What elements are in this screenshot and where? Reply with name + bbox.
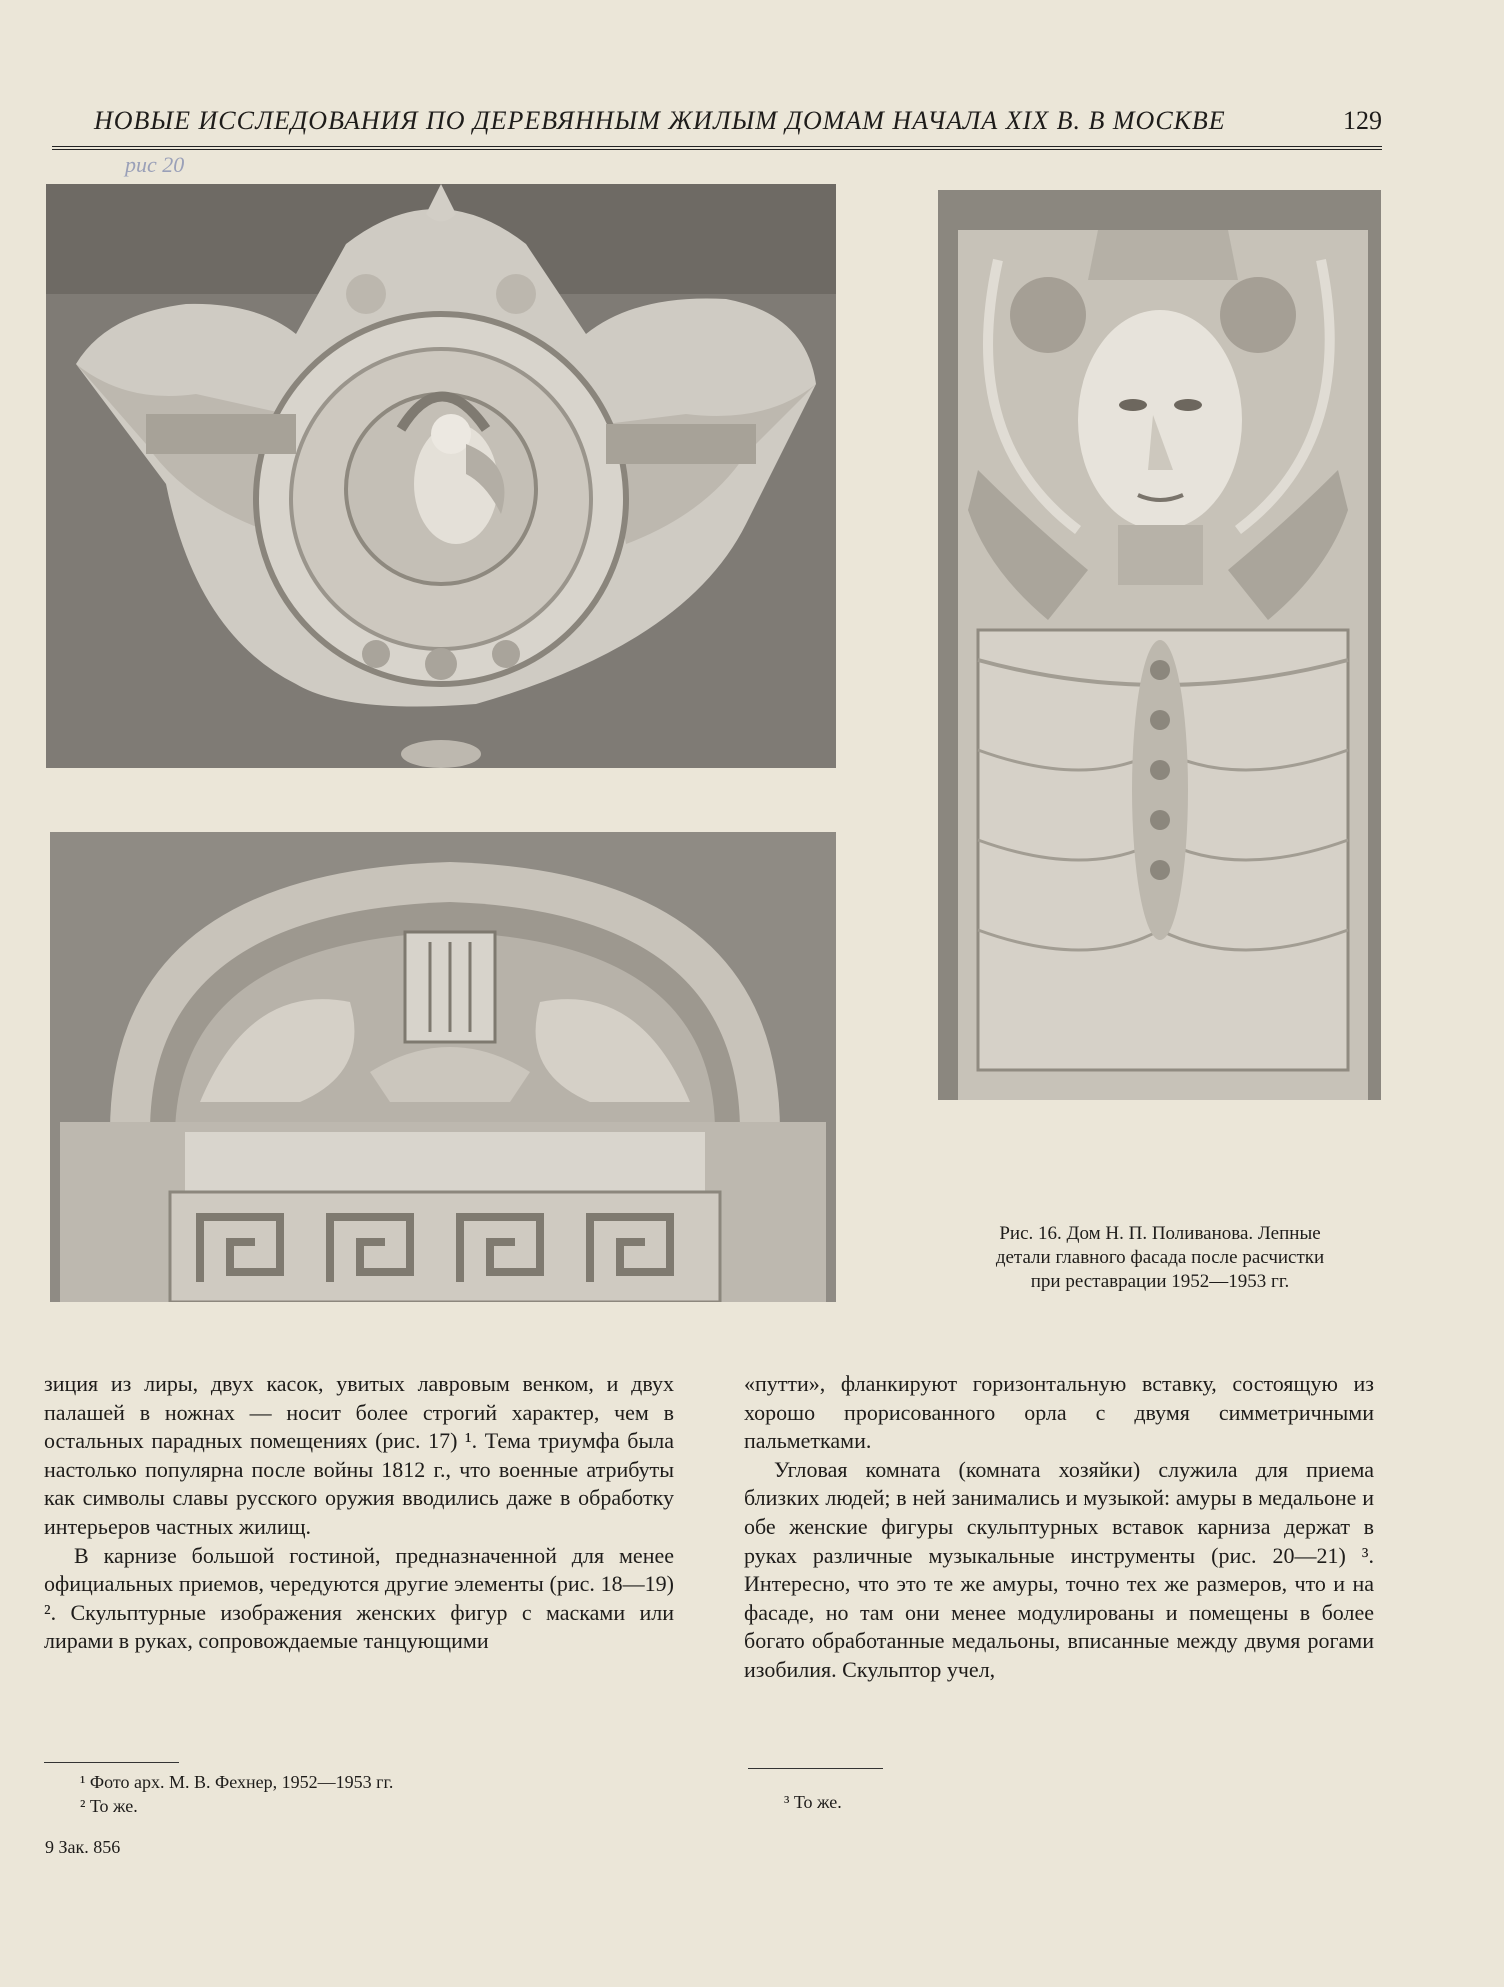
- right-paragraph-2: Угловая комната (комната хозяйки) служила для приема близких людей; в ней занимались и музыкой: амуры в медальоне и обе женские фигуры скульптурных вставок карниза держат в руках различные музыкальные инструменты (рис. 20—21) ³. Интересно, что это те же амуры, точно тех же размеров, что и на фасаде, но там они менее модулированы и помещены в более богато обработанные медальоны, вписанные между двумя рогами изобилия. Скульптор учел,: [744, 1456, 1374, 1682]
- footnotes-right: [784, 1790, 1184, 1814]
- pencil-note: рис 20: [125, 152, 185, 177]
- keystone-mask-image: [938, 190, 1381, 1100]
- footnotes-left: [80, 1770, 600, 1818]
- right-paragraph-1: «путти», фланкируют горизонтальную вставку, состоящую из хорошо прорисованного орла с двумя симметричными пальметками.: [744, 1371, 1374, 1454]
- lunette-lyre-image: [50, 832, 836, 1302]
- figure-caption: [930, 1222, 1390, 1294]
- footnote-1: ¹ Фото арх. М. В. Фехнер, 1952—1953 гг.: [80, 1772, 394, 1792]
- photo-keystone-mask: [938, 190, 1381, 1100]
- right-column: [744, 1370, 1374, 1685]
- printer-signature: 9 Зак. 856: [45, 1837, 121, 1857]
- footnote-2: ² То же.: [80, 1796, 138, 1816]
- footnote-rule-right: [748, 1768, 883, 1769]
- footnote-3: ³ То же.: [784, 1792, 842, 1812]
- caption-line-1: Рис. 16. Дом Н. П. Поливанова. Лепные: [999, 1223, 1321, 1244]
- header-title: НОВЫЕ ИССЛЕДОВАНИЯ ПО ДЕРЕВЯННЫМ ЖИЛЫМ ДОМАМ НАЧАЛА XIX В. В МОСКВЕ: [94, 106, 1226, 135]
- left-paragraph-1: зиция из лиры, двух касок, увитых лавровым венком, и двух палашей в ножнах — носит более строгий характер, чем в остальных парадных помещениях (рис. 17) ¹. Тема триумфа была настолько популярна после войны 1812 г., что военные атрибуты как символы славы русского оружия вводились даже в обработку интерьеров частных жилищ.: [44, 1371, 674, 1539]
- caption-line-3: при реставрации 1952—1953 гг.: [1030, 1271, 1290, 1292]
- photo-medallion-relief: [46, 184, 836, 768]
- header-rule: [52, 146, 1382, 150]
- caption-line-2: детали главного фасада после расчистки: [995, 1247, 1325, 1268]
- running-header: [52, 106, 1382, 146]
- footnote-rule-left: [44, 1762, 179, 1763]
- left-column: [44, 1370, 674, 1656]
- medallion-relief-image: [46, 184, 836, 768]
- left-paragraph-2: В карнизе большой гостиной, предназначенной для менее официальных приемов, чередуются другие элементы (рис. 18—19) ². Скульптурные изображения женских фигур с масками или лирами в руках, сопровождаемые танцующими: [44, 1542, 674, 1654]
- page-number: 129: [1343, 106, 1382, 135]
- photo-lunette-lyre: [50, 832, 836, 1302]
